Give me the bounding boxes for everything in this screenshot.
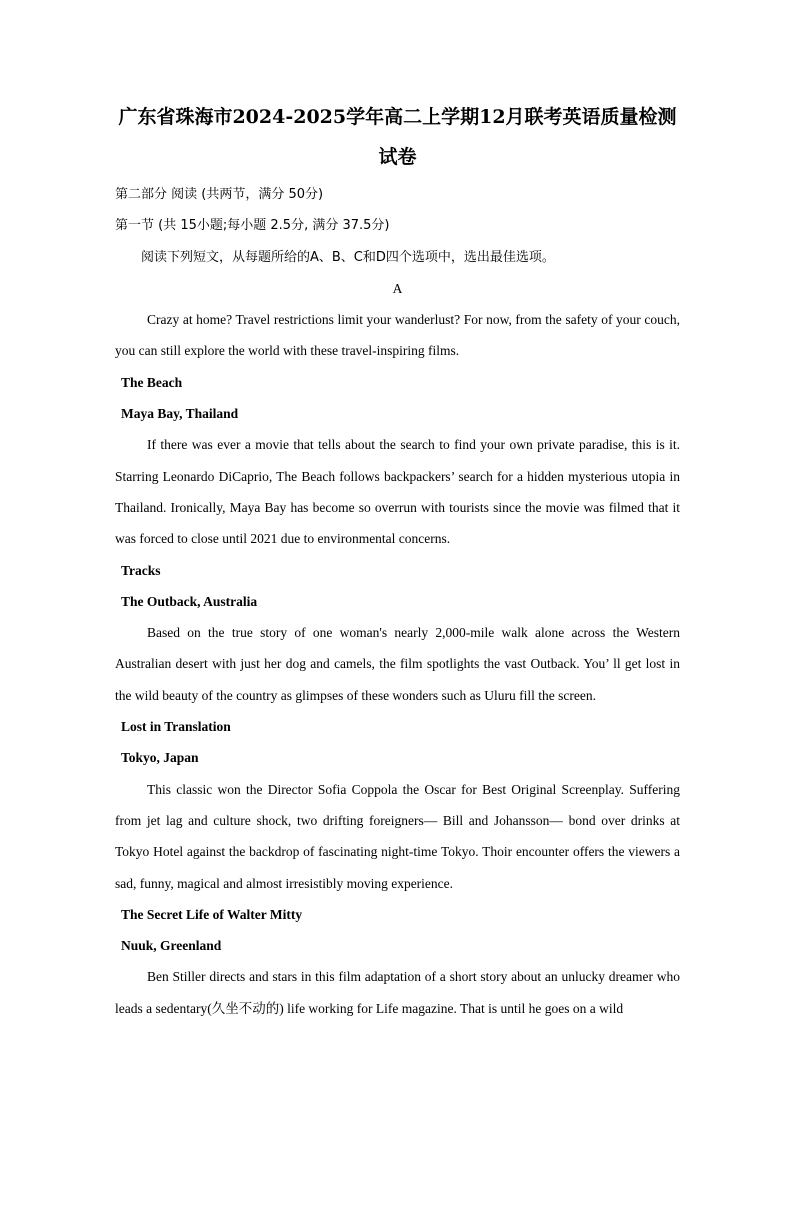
film-location: Nuuk, Greenland	[121, 938, 222, 954]
title-line-1: 广东省珠海市2024-2025学年高二上学期12月联考英语质量检测	[118, 106, 677, 128]
film-entry	[115, 899, 680, 1024]
title-line-2: 试卷	[378, 146, 417, 168]
film-title: The Secret Life of Walter Mitty	[121, 906, 303, 922]
reading-instruction: 阅读下列短文，从每题所给的A、B、C和D四个选项中，选出最佳选项。	[141, 249, 555, 265]
film-entry	[115, 555, 680, 711]
film-title: Tracks	[121, 562, 161, 578]
film-location: Maya Bay, Thailand	[121, 406, 239, 422]
passage-label: A	[392, 280, 403, 296]
film-description: Based on the true story of one woman's nearly 2,000-mile walk alone across the Western Australian desert with just her dog and camels, the film spotlights the vast Outback. You’ ll get lost in the wild beauty of the country as glimpses of these wonders such as Uluru fill the screen.	[115, 625, 680, 703]
film-entry	[115, 367, 680, 555]
document-title	[115, 97, 680, 177]
film-entry	[115, 711, 680, 899]
section-part-heading: 第二部分 阅读 (共两节，满分 50分)	[115, 187, 324, 202]
film-description: Ben Stiller directs and stars in this film adaptation of a short story about an unlucky dreamer who leads a sedentary(久坐不动的) life working for Life magazine. That is until he goes on a wild	[115, 969, 680, 1016]
film-description: This classic won the Director Sofia Coppola the Oscar for Best Original Screenplay. Suffering from jet lag and culture shock, two drifting foreigners— Bill and Johansson— bond over drinks at Tokyo Hotel against the backdrop of fascinating night-time Tokyo. Thoir encounter offers the viewers a sad, funny, magical and almost irresistibly moving experience.	[115, 781, 680, 891]
film-title: The Beach	[121, 374, 183, 390]
document-page	[0, 97, 794, 1219]
film-location: Tokyo, Japan	[121, 750, 199, 766]
film-description: If there was ever a movie that tells about the search to find your own private paradise, this is it. Starring Leonardo DiCaprio, The Beach follows backpackers’ search for a hidden mysterious utopia in Thailand. Ironically, Maya Bay has become so overrun with tourists since the movie was filmed that it was forced to close until 2021 due to environmental concerns.	[115, 437, 680, 547]
section-subpart-heading: 第一节 (共 15小题;每小题 2.5分, 满分 37.5分)	[115, 218, 390, 234]
film-location: The Outback, Australia	[121, 593, 258, 609]
intro-paragraph: Crazy at home? Travel restrictions limit your wanderlust? For now, from the safety of your couch, you can still explore the world with these travel-inspiring films.	[115, 312, 680, 359]
film-title: Lost in Translation	[121, 719, 231, 735]
